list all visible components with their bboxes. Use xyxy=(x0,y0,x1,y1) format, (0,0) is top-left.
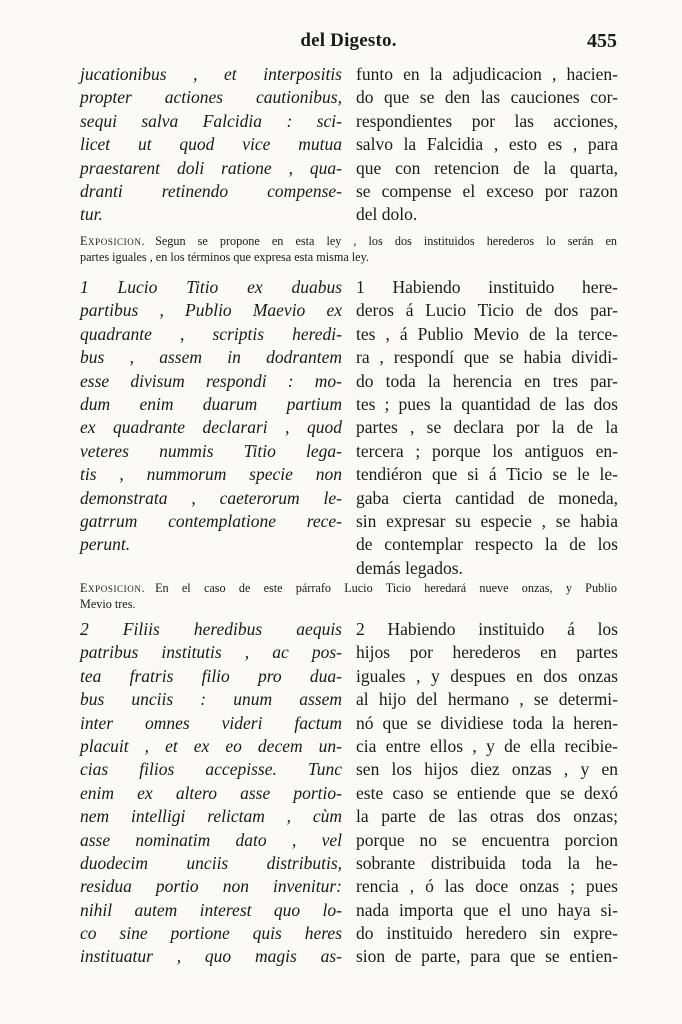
text-line: sequi salva Falcidia : sci- xyxy=(80,110,342,131)
text-line: instituatur , quo magis as- xyxy=(80,946,342,967)
text-line: gatrrum contemplatione rece- xyxy=(80,510,342,531)
text-line: tur. xyxy=(80,204,103,225)
text-line: rencia , ó las doce onzas ; pues xyxy=(356,876,618,897)
text-line: residua portio non invenitur: xyxy=(80,876,342,897)
text-line: deros á Lucio Ticio de dos par- xyxy=(356,300,618,321)
text-line: al hijo del hermano , se determi- xyxy=(356,689,618,710)
note-text: En el caso de este párrafo Lucio Ticio heredará nueve onzas, y Publio xyxy=(155,581,617,595)
text-line: bus unciis : unum assem xyxy=(80,689,342,710)
latin-column xyxy=(80,63,342,227)
text-line: licet ut quod vice mutua xyxy=(80,134,342,155)
text-line: demonstrata , caeterorum le- xyxy=(80,487,342,508)
text-line: que con retencion de la quarta, xyxy=(356,157,618,178)
text-line: patribus institutis , ac pos- xyxy=(80,642,342,663)
text-line: demás legados. xyxy=(356,557,463,578)
text-line: 1 Lucio Titio ex duabus xyxy=(80,277,342,297)
text-line: partibus , Publio Maevio ex xyxy=(80,300,342,321)
text-line: do que se den las cauciones cor- xyxy=(356,87,618,108)
text-line: tendiéron que si á Ticio se le le- xyxy=(356,464,618,485)
text-line: cia entre ellos , y de ella recibie- xyxy=(356,735,618,756)
text-line: duodecim unciis distributis, xyxy=(80,852,342,873)
latin-column xyxy=(80,618,342,969)
text-line: este caso se entiende que se dexó xyxy=(356,782,618,803)
exposicion-label: Exposicion. xyxy=(80,581,146,595)
text-line: propter actiones cautionibus, xyxy=(80,87,342,108)
text-line: bus , assem in dodrantem xyxy=(80,347,342,368)
text-line: 1 Habiendo instituido here- xyxy=(356,277,618,297)
note-line xyxy=(80,233,617,249)
text-line: praestarent doli ratione , qua- xyxy=(80,157,342,178)
text-line: tercera ; porque los antiguos en- xyxy=(356,440,618,461)
text-line: 2 Filiis heredibus aequis xyxy=(80,619,342,639)
text-line: la parte de las otras dos onzas; xyxy=(356,806,618,827)
text-line: respondientes por las acciones, xyxy=(356,110,618,131)
text-line: porque no se encuentra porcion xyxy=(356,829,618,850)
text-line: asse nominatim dato , vel xyxy=(80,829,342,850)
text-line: nihil autem interest quo lo- xyxy=(80,899,342,920)
text-line: hijos por herederos en partes xyxy=(356,642,618,663)
text-line: co sine portione quis heres xyxy=(80,923,342,944)
spanish-column xyxy=(356,63,618,227)
text-line: 2 Habiendo instituido á los xyxy=(356,619,618,639)
running-title: del Digesto. xyxy=(300,30,397,51)
text-line: sobrante distribuida toda la he- xyxy=(356,852,618,873)
text-line: tes ; pues la quantidad de las dos xyxy=(356,393,618,414)
spanish-column xyxy=(356,276,618,580)
text-line: del dolo. xyxy=(356,204,418,225)
exposicion-note-1 xyxy=(80,233,617,265)
text-line: tis , nummorum specie non xyxy=(80,464,342,485)
text-line: placuit , et ex eo decem un- xyxy=(80,735,342,756)
text-line: funto en la adjudicacion , hacien- xyxy=(356,64,618,84)
text-line: se compense el exceso por razon xyxy=(356,180,618,201)
text-line: sen los hijos diez onzas , y en xyxy=(356,759,618,780)
text-line: sion de parte, para que se entien- xyxy=(356,946,618,967)
note-line: Mevio tres. xyxy=(80,597,136,611)
text-line: do instituido heredero sin expre- xyxy=(356,923,618,944)
text-line: enim ex altero asse portio- xyxy=(80,782,342,803)
text-line: jucationibus , et interpositis xyxy=(80,64,342,84)
note-text: Segun se propone en esta ley , los dos instituidos herederos lo serán en xyxy=(155,234,617,248)
spanish-column xyxy=(356,618,618,969)
text-line: esse divisum respondi : mo- xyxy=(80,370,342,391)
text-line: dranti retinendo compense- xyxy=(80,180,342,201)
text-line: ex quadrante declarari , quod xyxy=(80,417,342,438)
text-line: sin expresar su especie , se habia xyxy=(356,510,618,531)
text-line: perunt. xyxy=(80,534,131,555)
exposicion-label: Exposicion. xyxy=(80,234,146,248)
text-line: ra , respondí que se habia dividi- xyxy=(356,347,618,368)
note-line xyxy=(80,580,617,596)
text-line: de contemplar respecto la de los xyxy=(356,534,618,555)
text-line: iguales , y despues en dos onzas xyxy=(356,665,618,686)
text-line: quadrante , scriptis heredi- xyxy=(80,323,342,344)
text-line: veteres nummis Titio lega- xyxy=(80,440,342,461)
text-line: salvo la Falcidia , esto es , para xyxy=(356,134,618,155)
text-line: gaba cierta cantidad de moneda, xyxy=(356,487,618,508)
text-line: nem intelligi relictam , cùm xyxy=(80,806,342,827)
text-line: nó que se dividiese toda la heren- xyxy=(356,712,618,733)
page-header xyxy=(80,30,617,58)
text-line: dum enim duarum partium xyxy=(80,393,342,414)
page-number: 455 xyxy=(587,30,617,52)
text-line: do toda la herencia en tres par- xyxy=(356,370,618,391)
text-line: tea fratris filio pro dua- xyxy=(80,665,342,686)
text-line: partes , se declara por la de la xyxy=(356,417,618,438)
exposicion-note-2 xyxy=(80,580,617,612)
latin-column xyxy=(80,276,342,557)
text-line: cias filios accepisse. Tunc xyxy=(80,759,342,780)
note-line: partes iguales , en los términos que expresa esta misma ley. xyxy=(80,250,369,264)
text-line: tes , á Publio Mevio de la terce- xyxy=(356,323,618,344)
text-line: nada importa que el uno haya si- xyxy=(356,899,618,920)
text-line: inter omnes videri factum xyxy=(80,712,342,733)
